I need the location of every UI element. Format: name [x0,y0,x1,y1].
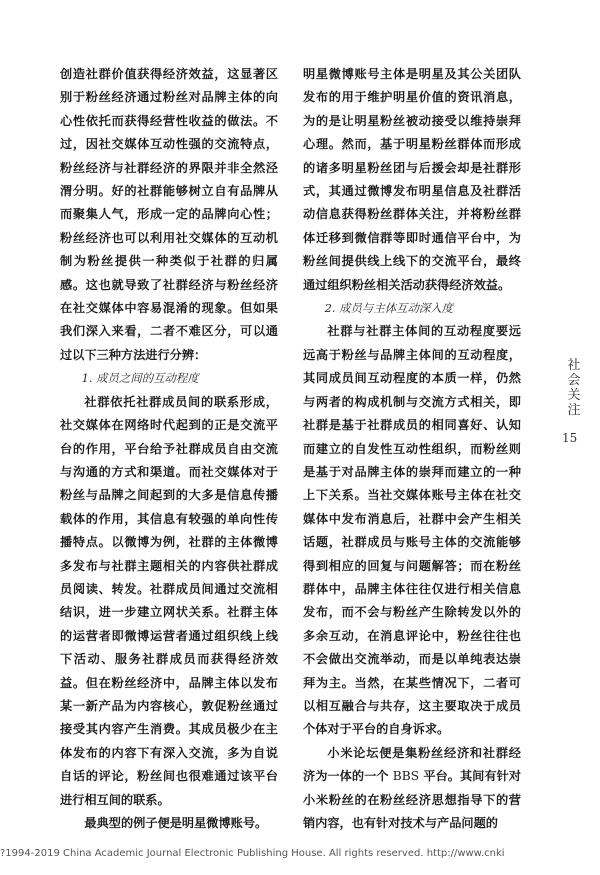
section-heading-2: 2. 成员与主体互动深入度 [324,301,454,316]
left-paragraph-1: 创造社群价值获得经济效益，这显著区别于粉丝经济通过粉丝对品牌主体的向心性依托而获得经营性收益的做法。不过，因社交媒体互动性强的交流特点，粉丝经济与社群经济的界限并非全然泾渭分明。好的社群能够树立自有品牌从而聚集人气，形成一定的品牌向心性；粉丝经济也可以利用社交媒体的互动机制为粉丝提供一种类似于社群的归属感。这也就导致了社群经济与粉丝经济在社交媒体中容易混淆的现象。但如果我们深入来看，二者不难区分，可以通过以下三种方法进行分辨： [60,67,278,362]
right-paragraph-3 [303,742,521,836]
right-paragraph-2: 社群与社群主体间的互动程度要远远高于粉丝与品牌主体间的互动程度，其同成员间互动程度的本质一样，仍然与两者的构成机制与交流方式相关，即社群是基于社群成员的相同喜好、认知而建立的自发性互动性组织，而粉丝则是基于对品牌主体的崇拜而建立的一种上下关系。当社交媒体账号主体在社交媒体中发布消息后，社群中会产生相关话题，社群成员与账号主体的交流能够得到相应的回复与问题解答；而在粉丝群体中，品牌主体往往仅进行相关信息发布，而不会与粉丝产生除转发以外的多余互动，在消息评论中，粉丝往往也不会做出交流举动，而是以单纯表达崇拜为主。当然，在某些情况下，二者可以相互融合与共存，这主要取决于成员个体对于平台的自身诉求。 [303,324,521,737]
right-paragraph-3-part-c: 平台。其间有针对小米粉丝的在粉丝经济思想指导下的营销内容，也有针对技术与产品问题的 [303,769,522,830]
section-heading-1: 1. 成员之间的互动程度 [81,371,199,386]
right-column [303,63,521,835]
page-number: 15 [562,431,578,445]
bbs-term: BBS [392,769,420,784]
right-paragraph-1: 明星微博账号主体是明星及其公关团队发布的用于维护明星价值的资讯消息，为的是让明星粉丝被动接受以维持崇拜心理。然而，基于明星粉丝群体而形成的诸多明星粉丝团与后援会却是社群形式，其通过微博发布明星信息及社群活动信息获得粉丝群体关注，并将粉丝群体迁移到微信群等即时通信平台中，为粉丝间提供线上线下的交流平台，最终通过组织粉丝相关活动获得经济效益。 [303,67,521,292]
copyright-footer: ?1994-2019 China Academic Journal Electronic Publishing House. All rights reserved. http://www.cnki [0,848,505,859]
section-side-label: 社会关注 [567,358,581,418]
left-column [60,63,278,835]
right-paragraph-3-part-a: 小米论坛便是集粉丝经济和社群经济为一体的一个 [303,745,521,784]
left-paragraph-3: 最典型的例子便是明星微博账号。 [84,816,268,830]
left-paragraph-2: 社群依托社群成员间的联系形成，社交媒体在网络时代起到的正是交流平台的作用，平台给予社群成员自由交流与沟通的方式和渠道。而社交媒体对于粉丝与品牌之间起到的大多是信息传播载体的作用，其信息有较强的单向性传播特点。以微博为例，社群的主体微博多发布与社群主题相关的内容供社群成员阅读、转发。社群成员间通过交流相结识，进一步建立网状关系。社群主体的运营者即微博运营者通过组织线上线下活动、服务社群成员而获得经济效益。但在粉丝经济中，品牌主体以发布某一新产品为内容核心，敦促粉丝通过接受其内容产生消费。其成员极少在主体发布的内容下有深入交流，多为自说自话的评论，粉丝间也很难通过该平台进行相互间的联系。 [60,394,278,807]
